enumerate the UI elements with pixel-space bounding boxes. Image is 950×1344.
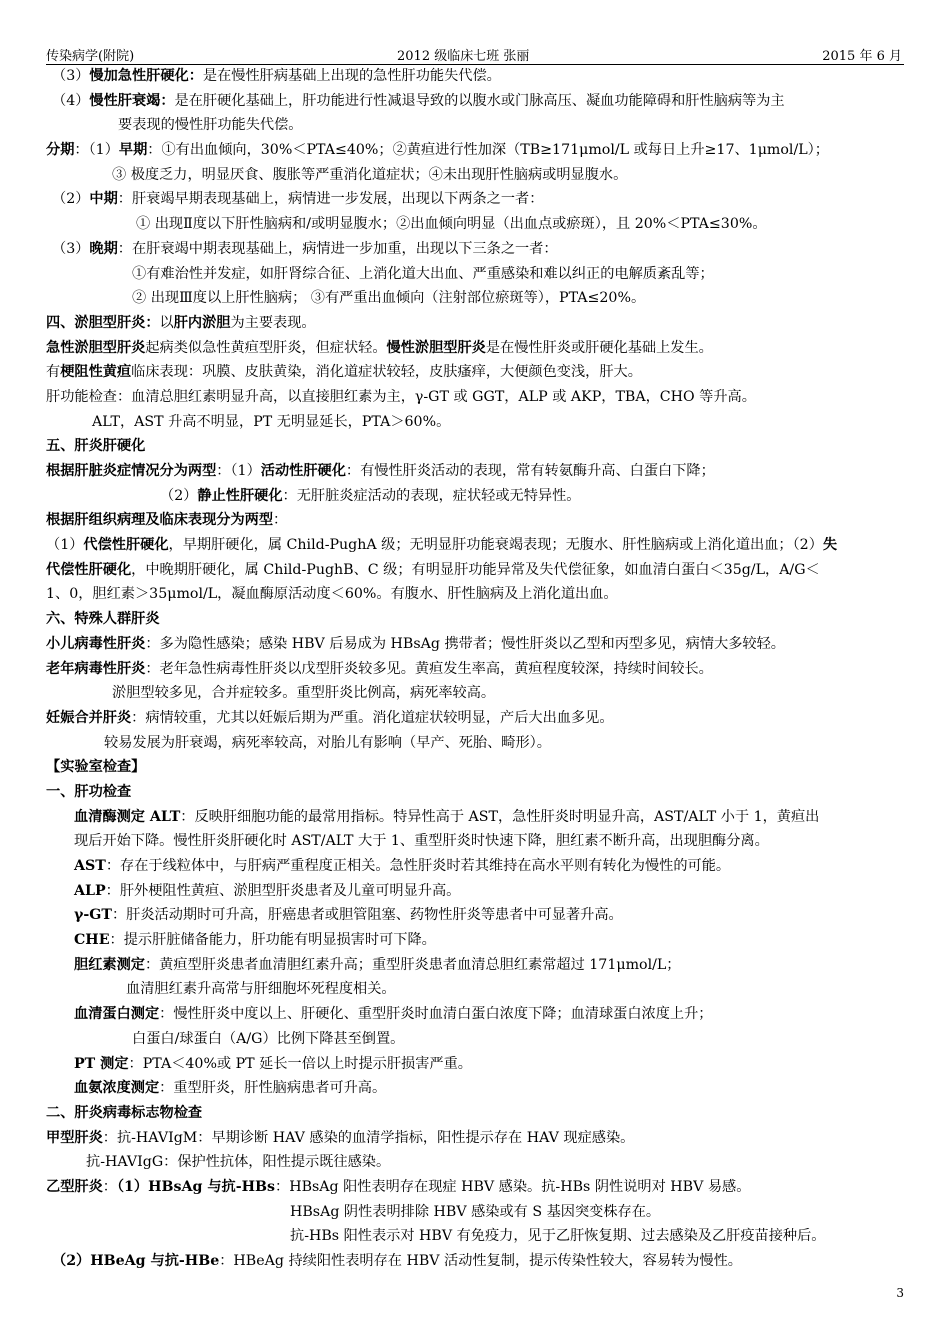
text-line (46, 1150, 906, 1175)
text-run: （3） (52, 68, 90, 84)
text-run: HBsAg 阴性表明排除 HBV 感染或有 S 基因突变株存在。 (290, 1203, 661, 1220)
bold-term: 甲型肝炎 (46, 1129, 103, 1146)
text-line (46, 829, 906, 854)
bold-term: 【实验室检查】 (46, 759, 146, 776)
text-run: 是在慢性肝病基础上出现的急性肝功能失代偿。 (202, 68, 501, 84)
text-run: ，中晚期肝硬化，属 Child-PughB、C 级；有明显肝功能异常及失代偿征象，如血清白蛋白＜35g/L，A/G＜ (131, 561, 820, 578)
bold-term: 血清酶测定 ALT (74, 808, 181, 825)
text-line (46, 879, 906, 904)
text-run: ：重型肝炎，肝性脑病患者可升高。 (159, 1080, 387, 1097)
text-line (46, 607, 906, 632)
text-line (46, 1052, 906, 1077)
bold-term: 早期 (118, 142, 148, 159)
bold-term: 一、肝功检查 (46, 783, 132, 800)
bold-term: 代偿性肝硬化 (83, 537, 169, 554)
bold-term: 代偿性肝硬化 (46, 561, 132, 578)
text-run: ：（1） (74, 142, 119, 159)
text-run: 是在肝硬化基础上，肝功能进行性减退导致的以腹水或门脉高压、凝血功能障碍和肝性脑病等为主 (174, 92, 785, 109)
page-number: 3 (896, 1286, 904, 1300)
bold-term: 六、特殊人群肝炎 (46, 611, 160, 628)
text-line (46, 262, 906, 287)
text-run: ：（1） (216, 463, 261, 479)
text-line (46, 805, 906, 830)
bold-term: 慢性淤胆型肝炎 (386, 339, 486, 356)
text-line (46, 508, 906, 533)
text-line (46, 360, 906, 385)
text-run: ：提示肝脏储备能力，肝功能有明显损害时可下降。 (109, 932, 436, 949)
text-line (46, 533, 906, 558)
text-run: ：老年急性病毒性肝炎以戊型肝炎较多见。黄疸发生率高，黄疸程度较深，持续时间较长。 (145, 660, 713, 677)
bold-term: 妊娠合并肝炎 (46, 709, 132, 726)
bold-term: AST (74, 858, 106, 874)
text-run: ：抗-HAVIgM：早期诊断 HAV 感染的血清学指标，阳性提示存在 HAV 现症感染。 (102, 1129, 635, 1146)
text-run: ：肝衰竭早期表现基础上，病情进一步发展，出现以下两条之一者： (117, 191, 544, 208)
text-run: 为主要表现。 (230, 314, 316, 331)
text-run: ：①有出血倾向，30%＜PTA≤40%；②黄疸进行性加深（TB≥171μmol/L 或每日上升≥17、1μmol/L）； (147, 142, 829, 159)
text-run: ：HBsAg 阳性表明存在现症 HBV 感染。抗-HBs 阴性说明对 HBV 易感。 (275, 1178, 751, 1195)
text-line (46, 928, 906, 953)
text-line (46, 311, 906, 336)
text-line (46, 1027, 906, 1052)
text-run: 淤胆型较多见，合并症较多。重型肝炎比例高，病死率较高。 (112, 685, 496, 702)
bold-term: γ-GT (74, 907, 112, 924)
text-line (46, 953, 906, 978)
bold-term: 中期 (89, 191, 118, 208)
text-run: ：有慢性肝炎活动的表现，常有转氨酶升高、白蛋白下降； (345, 463, 715, 479)
text-line (46, 434, 906, 459)
text-line (46, 706, 906, 731)
bold-term: （2）HBeAg 与抗-HBe (52, 1253, 220, 1269)
text-run: ：无肝脏炎症活动的表现，症状轻或无特异性。 (282, 487, 581, 504)
text-line (46, 731, 906, 756)
text-line (46, 286, 906, 311)
bold-term: 肝内淤胆 (173, 314, 231, 331)
text-run: （2） (160, 487, 198, 504)
text-run: 肝功能检查：血清总胆红素明显升高，以直接胆红素为主，γ-GT 或 GGT，ALP 或 AKP，TBA，CHO 等升高。 (46, 388, 756, 405)
bold-term: 静止性肝硬化 (197, 487, 283, 504)
text-run: ：慢性肝炎中度以上、肝硬化、重型肝炎时血清白蛋白浓度下降；血清球蛋白浓度上升； (159, 1006, 713, 1023)
text-run: ： (273, 512, 288, 529)
header-date: 2015 年 6 月 (822, 49, 902, 64)
text-line (46, 1249, 906, 1274)
bold-term: CHE (74, 932, 110, 949)
bold-term: 晚期 (89, 240, 118, 257)
text-line (46, 582, 906, 607)
bold-term: 急性淤胆型肝炎 (46, 339, 146, 356)
bold-term: 血清蛋白测定 (74, 1006, 160, 1023)
bold-term: 梗阻性黄疸 (60, 364, 132, 381)
text-run: ③ 极度乏力，明显厌食、腹胀等严重消化道症状；④未出现肝性脑病或明显腹水。 (112, 166, 628, 183)
text-run: ：肝外梗阻性黄疸、淤胆型肝炎患者及儿童可明显升高。 (105, 882, 461, 899)
text-line (46, 138, 906, 163)
text-run: 临床表现：巩膜、皮肤黄染，消化道症状较轻，皮肤瘙痒，大便颜色变浅，肝大。 (131, 364, 642, 381)
bold-term: 血氨浓度测定 (74, 1080, 160, 1097)
text-run: （4） (52, 92, 90, 109)
bold-term: 分期 (46, 142, 75, 159)
text-line (46, 780, 906, 805)
text-line (46, 1175, 906, 1200)
text-run: ：黄疸型肝炎患者血清胆红素升高；重型肝炎患者血清总胆红素常超过 171μmol/L； (144, 956, 681, 973)
text-run: ：存在于线粒体中，与肝病严重程度正相关。急性肝炎时若其维持在高水平则有转化为慢性的可能。 (105, 858, 731, 874)
text-line (46, 484, 906, 509)
bold-term: 活动性肝硬化 (260, 463, 346, 479)
text-line (46, 1126, 906, 1151)
text-line (46, 187, 906, 212)
text-run: 白蛋白/球蛋白（A/G）比例下降甚至倒置。 (132, 1030, 405, 1047)
bold-term: 慢加急性肝硬化： (89, 68, 203, 84)
bold-term: 小儿病毒性肝炎 (46, 635, 146, 652)
text-run: ：HBeAg 持续阳性表明存在 HBV 活动性复制，提示传染性较大，容易转为慢性。 (219, 1253, 742, 1269)
bold-term: 根据肝脏炎症情况分为两型 (46, 463, 217, 479)
bold-term: 胆红素测定 (74, 956, 145, 973)
text-line (46, 1101, 906, 1126)
text-run: （1） (46, 537, 84, 554)
text-run: ：反映肝细胞功能的最常用指标。特异性高于 AST，急性肝炎时明显升高，AST/ALT 小于 1，黄疸出 (180, 808, 820, 825)
text-line (46, 632, 906, 657)
text-run: 是在慢性肝炎或肝硬化基础上发生。 (485, 339, 713, 356)
text-line (46, 336, 906, 361)
text-run: 抗-HBs 阳性表示对 HBV 有免疫力，见于乙肝恢复期、过去感染及乙肝疫苗接种后。 (290, 1228, 826, 1245)
text-line (46, 854, 906, 879)
text-line (46, 410, 906, 435)
document-body (46, 64, 906, 1274)
text-line (46, 903, 906, 928)
text-run: ： (102, 1178, 117, 1195)
bold-term: 四、淤胆型肝炎： (46, 314, 160, 331)
text-line (46, 163, 906, 188)
bold-term: 老年病毒性肝炎 (46, 660, 146, 677)
text-run: ：病情较重，尤其以妊娠后期为严重。消化道症状较明显，产后大出血多见。 (131, 709, 614, 726)
text-line (46, 681, 906, 706)
bold-term: 二、肝炎病毒标志物检查 (46, 1104, 203, 1121)
header-course: 传染病学(附院) (46, 49, 135, 64)
text-run: 以 (159, 314, 174, 331)
bold-term: 五、肝炎肝硬化 (46, 438, 146, 455)
text-run: 1、0，胆红素＞35μmol/L，凝血酶原活动度＜60%。有腹水、肝性脑病及上消化道出血。 (46, 586, 618, 603)
text-line (46, 657, 906, 682)
text-run: ① 出现Ⅱ度以下肝性脑病和/或明显腹水；②出血倾向明显（出血点或瘀斑），且 20%＜PTA≤30%。 (136, 216, 767, 233)
text-line (46, 385, 906, 410)
text-line (46, 1002, 906, 1027)
text-line (46, 558, 906, 583)
text-run: 现后开始下降。慢性肝炎肝硬化时 AST/ALT 大于 1、重型肝炎时快速下降，胆红素不断升高，出现胆酶分离。 (74, 833, 769, 850)
text-run: 要表现的慢性肝功能失代偿。 (118, 117, 303, 134)
text-run: ：多为隐性感染；感染 HBV 后易成为 HBsAg 携带者；慢性肝炎以乙型和丙型多见，病情大多较轻。 (145, 635, 785, 652)
bold-term: PT 测定 (74, 1055, 129, 1072)
text-run: 血清胆红素升高常与肝细胞坏死程度相关。 (126, 981, 396, 998)
text-run: ，早期肝硬化，属 Child-PughA 级；无明显肝功能衰竭表现；无腹水、肝性脑病或上消化道出血；（2） (168, 537, 823, 554)
text-run: （2） (52, 191, 90, 208)
text-run: 抗-HAVIgG：保护性抗体，阳性提示既往感染。 (86, 1154, 391, 1171)
text-run: ：PTA＜40%或 PT 延长一倍以上时提示肝损害严重。 (128, 1055, 472, 1072)
text-line (46, 113, 906, 138)
page-header (46, 42, 904, 65)
bold-term: 失 (822, 537, 838, 554)
text-run: 有 (46, 364, 61, 381)
bold-term: 慢性肝衰竭： (89, 92, 175, 109)
text-run: ALT，AST 升高不明显，PT 无明显延长，PTA＞60%。 (92, 413, 451, 430)
text-line (46, 977, 906, 1002)
bold-term: 根据肝组织病理及临床表现分为两型 (46, 512, 274, 529)
text-line (46, 755, 906, 780)
text-line (46, 459, 906, 484)
text-line (46, 64, 906, 89)
text-run: 较易发展为肝衰竭，病死率较高，对胎儿有影响（早产、死胎、畸形）。 (104, 734, 551, 751)
text-run: ：肝炎活动期时可升高，肝癌患者或胆管阻塞、药物性肝炎等患者中可显著升高。 (111, 907, 623, 924)
text-run: ② 出现Ⅲ度以上肝性脑病； ③有严重出血倾向（注射部位瘀斑等），PTA≤20%。 (132, 290, 646, 307)
text-line (46, 1076, 906, 1101)
header-class-author: 2012 级临床七班 张丽 (397, 49, 530, 64)
bold-term: ALP (74, 882, 106, 899)
text-line (46, 212, 906, 237)
text-line (46, 1200, 906, 1225)
text-run: 起病类似急性黄疸型肝炎，但症状轻。 (145, 339, 387, 356)
text-line (46, 1224, 906, 1249)
text-run: ①有难治性并发症，如肝肾综合征、上消化道大出血、严重感染和难以纠正的电解质紊乱等； (132, 265, 714, 282)
text-run: （3） (52, 240, 90, 257)
text-line (46, 237, 906, 262)
text-line (46, 89, 906, 114)
bold-term: 乙型肝炎 (46, 1178, 103, 1195)
text-run: ：在肝衰竭中期表现基础上，病情进一步加重，出现以下三条之一者： (117, 240, 558, 257)
bold-term: （1）HBsAg 与抗-HBs (116, 1178, 276, 1195)
